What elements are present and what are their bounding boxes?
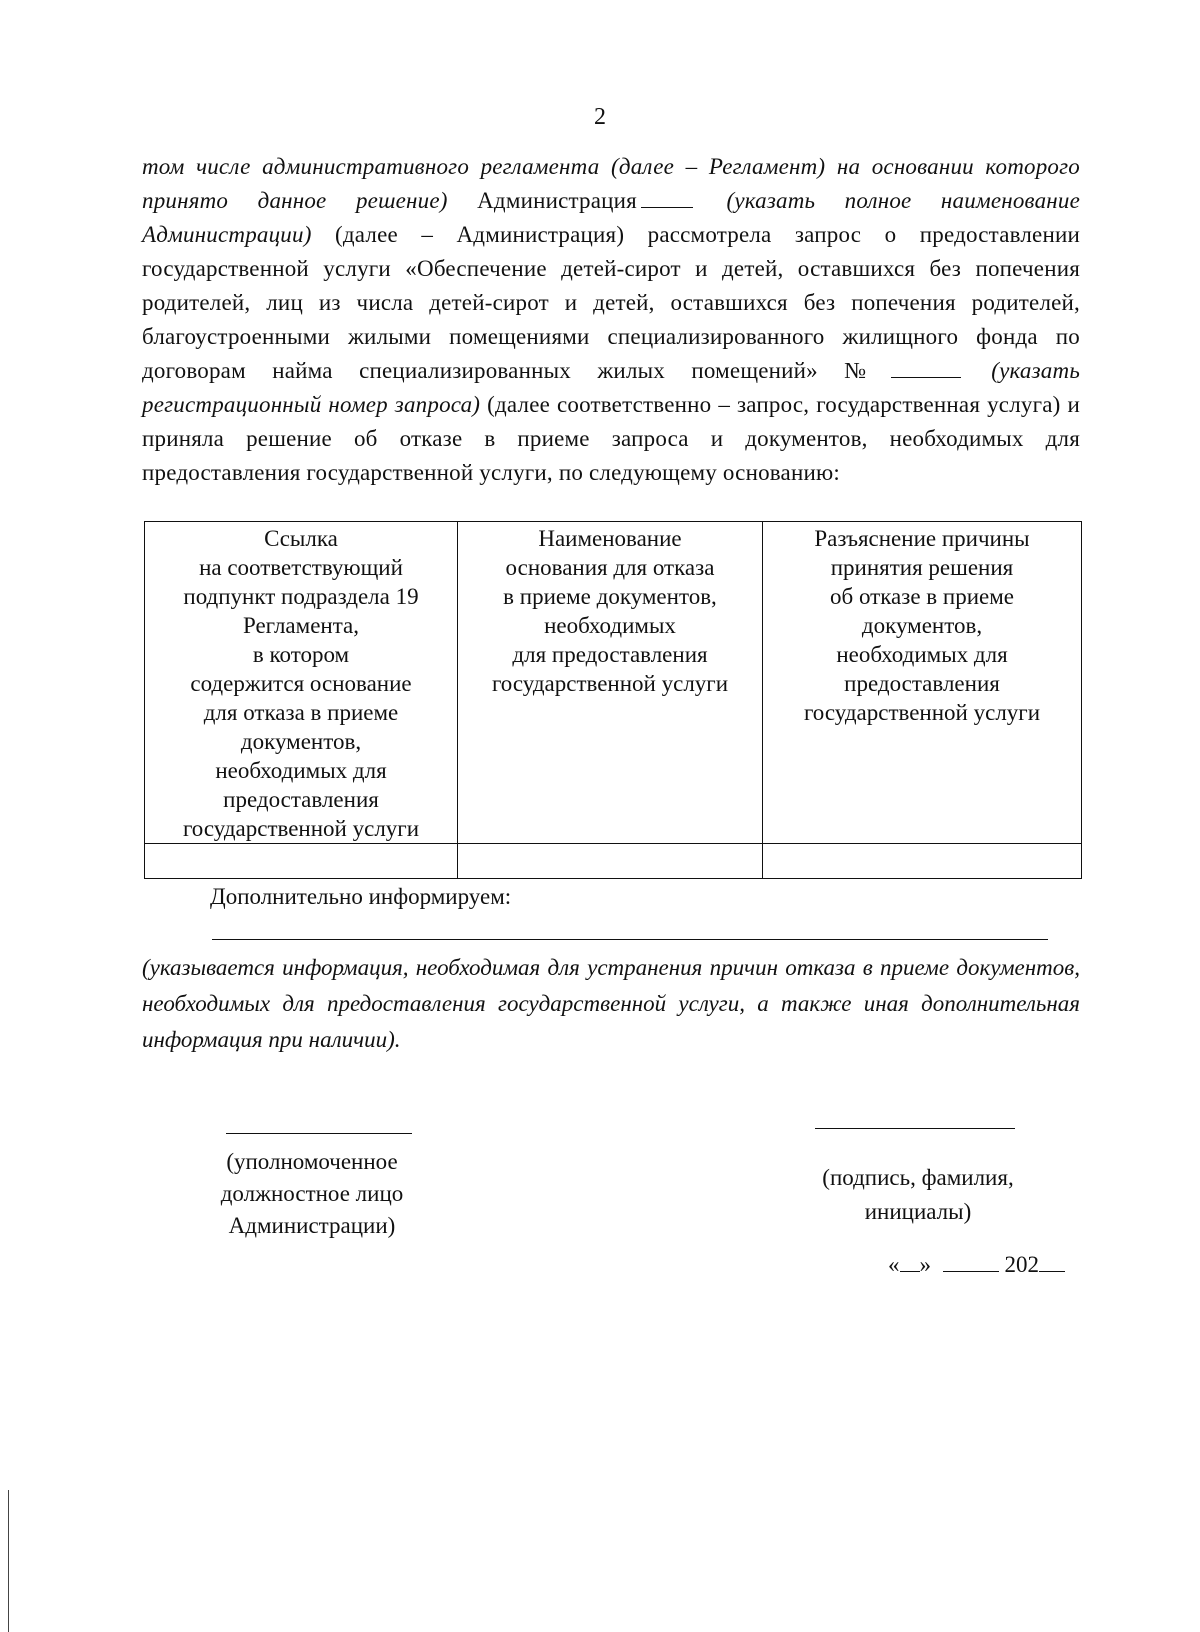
header-explanation-cell [763,522,1082,844]
additional-info-line [212,939,1048,940]
date-day-blank [900,1253,920,1272]
refusal-grounds-table [144,521,1082,879]
signature-line [815,1128,1015,1129]
empty-cell-ground-name [458,844,763,879]
body-paragraph [142,150,1080,490]
body-seg-decision: (далее соответственно – запрос, государственная услуга) и приняла решение об отказе в приеме запроса и документов, необходимых для предоставления государственной услуги, по следующему основанию: [142,392,1080,485]
empty-cell-reference [145,844,458,879]
table-header-row [145,522,1082,844]
header-reference-cell [145,522,458,844]
date-quote-close: » [919,1252,931,1277]
body-seg-request-description: (далее – Администрация) рассмотрела запрос о предоставлении государственной услуги «Обеспечение детей-сирот и детей, оставшихся без попечения родителей, лиц из числа детей-сирот и детей, оставшихся без попечения родителей, благоустроенными жилыми помещениями специализированного жилищного фонда по договорам найма специализированных жилых помещений» № [142,222,1080,383]
official-caption: (уполномоченное должностное лицо Администрации) [220,1149,404,1238]
administration-name-blank [641,189,693,208]
body-seg-specify-number: (указать регистрационный номер запроса) [142,358,1080,417]
table-row [145,844,1082,879]
body-seg-administration: Администрация [477,188,637,213]
empty-cell-explanation [763,844,1082,879]
body-seg-specify-name: (указать полное наименование Администрации) [142,188,1080,247]
date-line [888,1252,1065,1278]
header-ground-name-text: Наименование основания для отказа в приеме документов, необходимых для предоставления государственной услуги [491,526,729,696]
official-signature-line [226,1133,412,1134]
date-quote-open: « [888,1252,900,1277]
additional-info-note: (указывается информация, необходимая для устранения причин отказа в приеме документов, необходимых для предоставления государственной услуги, а также иная дополнительная информация при наличии). [142,955,1080,1052]
additional-info-label: Дополнительно информируем: [210,884,512,909]
signature-caption: (подпись, фамилия, инициалы) [822,1165,1014,1224]
header-ground-name-cell [458,522,763,844]
date-year: 202 [1004,1252,1039,1277]
page-number: 2 [594,104,606,130]
header-reference-text: Ссылка на соответствующий подпункт подраздела 19 Регламента, в котором содержится основание для отказа в приеме документов, необходимых для предоставления государственной услуги [182,526,420,841]
body-seg-regulation-note: том числе административного регламента (далее – Регламент) на основании которого принято данное решение) [142,154,1080,213]
request-number-blank [891,359,961,378]
scan-edge-line [8,1490,9,1632]
header-explanation-text: Разъяснение причины принятия решения об отказе в приеме документов, необходимых для предоставления государственной услуги [803,526,1041,725]
date-month-blank [943,1253,999,1272]
date-year-blank [1039,1253,1065,1272]
